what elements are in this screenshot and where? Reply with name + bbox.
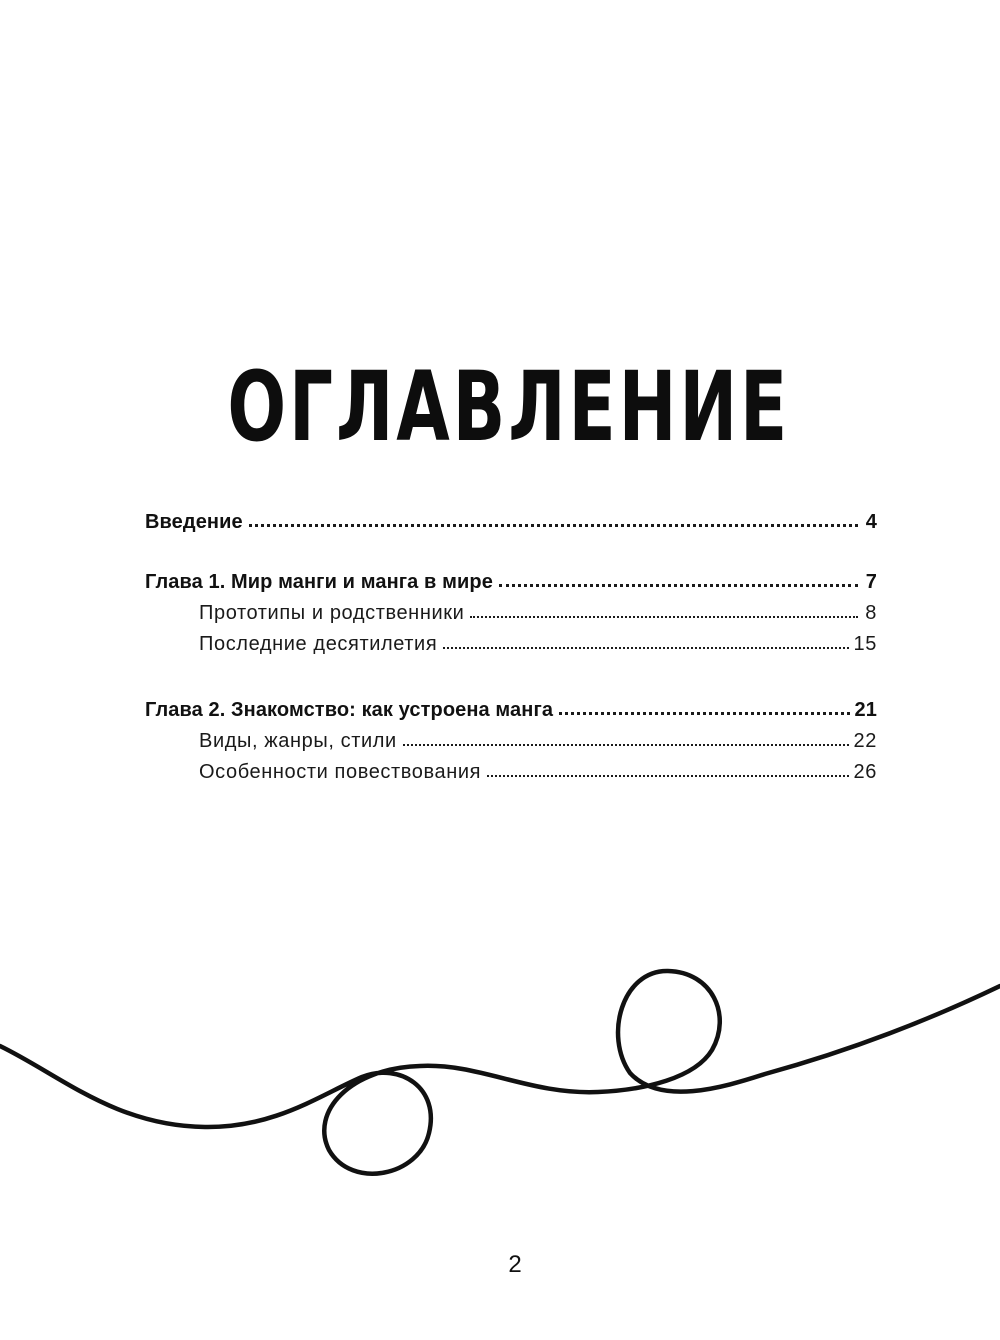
- toc-entry-page: 15: [853, 633, 877, 655]
- toc-entry-section[interactable]: [145, 726, 877, 757]
- toc-entry-label: Глава 2. Знакомство: как устроена манга: [145, 699, 554, 721]
- title-container: [0, 352, 1000, 462]
- toc-entry-label: Последние десятилетия: [199, 633, 438, 655]
- dot-leader: [499, 584, 858, 587]
- dot-leader: [249, 524, 858, 527]
- toc-entry-label: Введение: [145, 511, 243, 533]
- page-title: ОГЛАВЛЕНИЕ: [227, 351, 791, 463]
- dot-leader: [470, 616, 858, 618]
- dot-leader: [559, 712, 849, 715]
- toc-entry-chapter-2[interactable]: [145, 695, 877, 726]
- toc-entry-section[interactable]: [145, 598, 877, 629]
- toc-entry-page: 8: [865, 602, 877, 624]
- table-of-contents: [145, 507, 877, 788]
- toc-entry-section[interactable]: [145, 757, 877, 788]
- toc-entry-label: Виды, жанры, стили: [199, 730, 397, 752]
- dot-leader: [443, 647, 848, 649]
- toc-entry-chapter-1[interactable]: [145, 567, 877, 598]
- toc-entry-page: 22: [853, 730, 877, 752]
- toc-entry-label: Глава 1. Мир манги и манга в мире: [145, 571, 493, 593]
- wavy-line-with-loops: [0, 971, 1000, 1174]
- page-number: 2: [508, 1251, 522, 1278]
- toc-entry-section[interactable]: [145, 629, 877, 660]
- dot-leader: [403, 744, 849, 746]
- toc-entry-label: Особенности повествования: [199, 761, 482, 783]
- toc-entry-page: 4: [865, 511, 877, 533]
- toc-entry-page: 21: [854, 699, 877, 721]
- dot-leader: [487, 775, 848, 777]
- toc-entry-label: Прототипы и родственники: [199, 602, 465, 624]
- toc-entry-page: 26: [853, 761, 877, 783]
- toc-entry-page: 7: [865, 571, 877, 593]
- toc-entry-intro[interactable]: [145, 507, 877, 538]
